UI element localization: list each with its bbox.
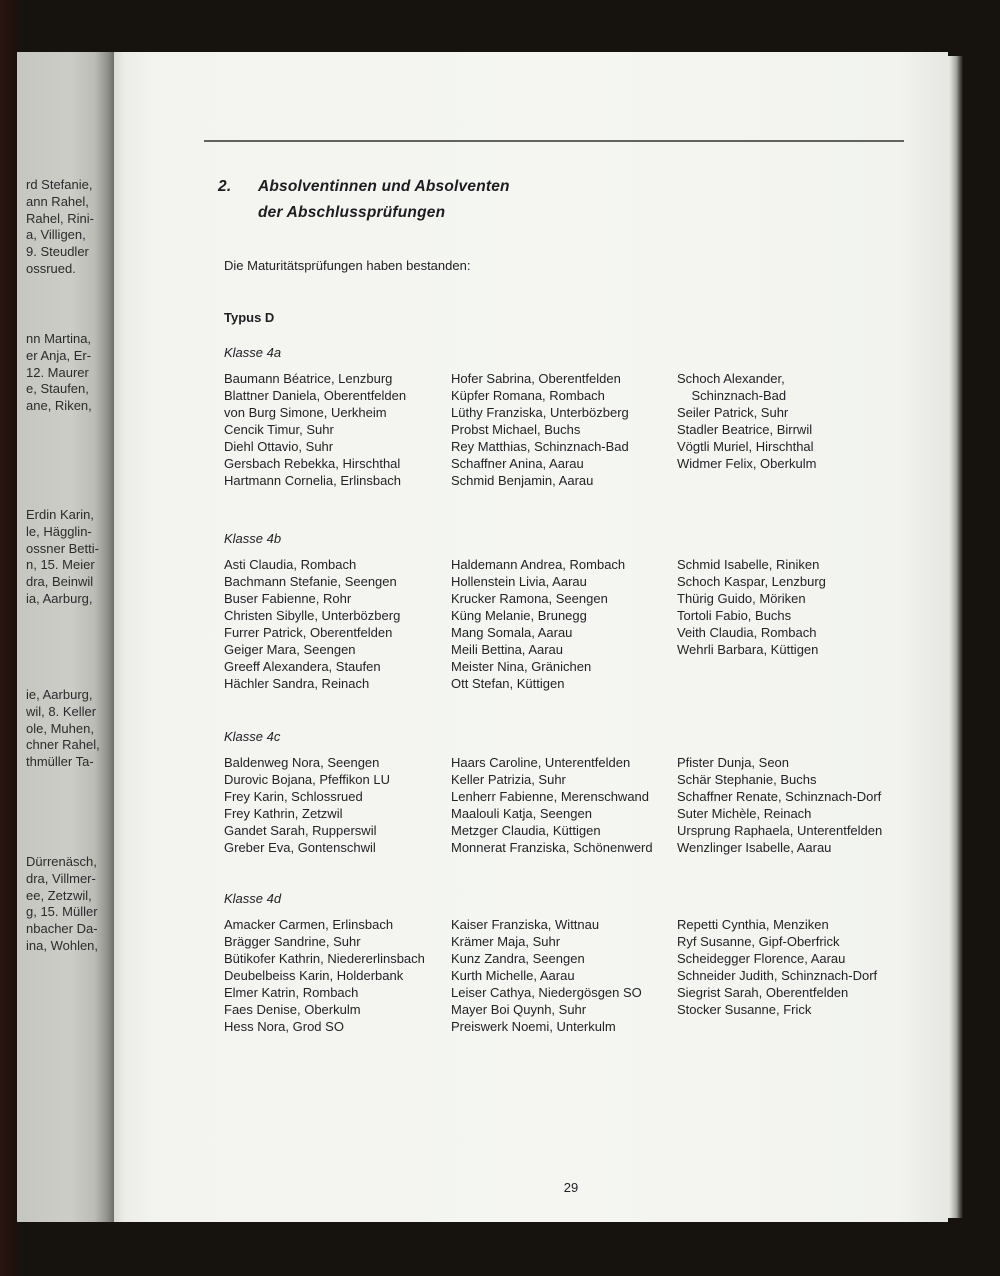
left-page-text-fragment: nbacher Da- xyxy=(26,921,98,937)
left-page-text-fragment: ossner Betti- xyxy=(26,540,99,556)
name-columns xyxy=(224,754,948,856)
left-page-fragment-group xyxy=(26,177,112,278)
class-section-klasse-4a xyxy=(224,344,948,489)
left-page-text-fragment: ole, Muhen, xyxy=(26,720,94,736)
graduate-entry: Haldemann Andrea, Rombach xyxy=(451,557,626,572)
graduate-entry: Ursprung Raphaela, Unterentfelden xyxy=(677,823,883,838)
left-page-text-fragment: ina, Wohlen, xyxy=(26,937,99,953)
left-page-text-fragment: ann Rahel, xyxy=(26,193,89,209)
graduate-entry: Rey Matthias, Schinznach-Bad xyxy=(451,439,629,454)
graduate-entry: Schaffner Anina, Aarau xyxy=(451,456,584,471)
graduate-entry: Gandet Sarah, Rupperswil xyxy=(224,823,377,838)
graduate-entry: Kunz Zandra, Seengen xyxy=(451,951,585,966)
left-page-text-fragment: ia, Aarburg, xyxy=(26,590,93,606)
graduate-entry: von Burg Simone, Uerkheim xyxy=(224,405,387,420)
graduate-entry: Buser Fabienne, Rohr xyxy=(224,591,352,606)
left-page-text-fragment: Dürrenäsch, xyxy=(26,854,97,869)
intro-text: Die Maturitätsprüfungen haben bestanden: xyxy=(224,258,471,273)
graduate-entry: Schär Stephanie, Buchs xyxy=(677,772,817,787)
left-page-text-fragment: dra, Beinwil xyxy=(26,574,94,590)
name-column xyxy=(451,556,677,692)
graduate-entry: Hofer Sabrina, Oberentfelden xyxy=(451,371,621,386)
graduate-entry: Ott Stefan, Küttigen xyxy=(451,676,565,691)
graduate-entry: Preiswerk Noemi, Unterkulm xyxy=(451,1019,616,1034)
graduate-entry: Schmid Benjamin, Aarau xyxy=(451,473,594,488)
graduate-entry: Greeff Alexandera, Staufen xyxy=(224,659,381,674)
graduate-entry: Schoch Alexander, xyxy=(677,371,785,386)
graduate-entry: Greber Eva, Gontenschwil xyxy=(224,840,376,855)
left-page-text-fragment: g, 15. Müller xyxy=(26,904,98,920)
section-title-line1: Absolventinnen und Absolventen xyxy=(258,178,510,195)
graduate-entry: Mang Somala, Aarau xyxy=(451,625,573,640)
graduate-entry: Cencik Timur, Suhr xyxy=(224,422,334,437)
name-column xyxy=(451,754,677,856)
class-label: Klasse 4d xyxy=(224,891,282,906)
graduate-entry: Vögtli Muriel, Hirschthal xyxy=(677,439,814,454)
graduate-entry: Monnerat Franziska, Schönenwerd xyxy=(451,840,653,855)
left-page-edge xyxy=(17,52,114,1222)
header-rule xyxy=(204,140,904,142)
section-title xyxy=(258,174,510,226)
name-column xyxy=(677,370,948,489)
graduate-entry: Hollenstein Livia, Aarau xyxy=(451,574,587,589)
page-number: 29 xyxy=(563,1180,579,1195)
class-label: Klasse 4a xyxy=(224,345,282,360)
graduate-entry: Gersbach Rebekka, Hirschthal xyxy=(224,456,401,471)
graduate-entry: Diehl Ottavio, Suhr xyxy=(224,439,334,454)
graduate-entry: Tortoli Fabio, Buchs xyxy=(677,608,792,623)
section-title-line2: der Abschlussprüfungen xyxy=(258,204,446,221)
left-page-text-fragment: Erdin Karin, xyxy=(26,507,94,522)
name-column xyxy=(224,370,451,489)
graduate-entry: Maalouli Katja, Seengen xyxy=(451,806,592,821)
name-column xyxy=(451,370,677,489)
graduate-entry: Hächler Sandra, Reinach xyxy=(224,676,370,691)
class-section-klasse-4c xyxy=(224,728,948,856)
graduate-entry: Geiger Mara, Seengen xyxy=(224,642,356,657)
left-page-text-fragment: ane, Riken, xyxy=(26,398,92,414)
graduate-entry: Hess Nora, Grod SO xyxy=(224,1019,344,1034)
graduate-entry: Meili Bettina, Aarau xyxy=(451,642,564,657)
left-page-text-fragment: rd Stefanie, xyxy=(26,177,93,192)
graduate-entry: Wenzlinger Isabelle, Aarau xyxy=(677,840,832,855)
left-page-text-fragment: 12. Maurer xyxy=(26,364,89,380)
graduate-entry: Lenherr Fabienne, Merenschwand xyxy=(451,789,650,804)
graduate-entry: Krämer Maja, Suhr xyxy=(451,934,561,949)
graduate-entry: Amacker Carmen, Erlinsbach xyxy=(224,917,394,932)
name-column xyxy=(224,556,451,692)
section-heading xyxy=(218,174,510,226)
graduate-entry: Veith Claudia, Rombach xyxy=(677,625,817,640)
name-columns xyxy=(224,556,948,692)
graduate-entry: Mayer Boi Quynh, Suhr xyxy=(451,1002,587,1017)
graduate-entry: Pfister Dunja, Seon xyxy=(677,755,790,770)
graduate-entry: Asti Claudia, Rombach xyxy=(224,557,357,572)
graduate-entry: Küpfer Romana, Rombach xyxy=(451,388,605,403)
graduate-entry: Hartmann Cornelia, Erlinsbach xyxy=(224,473,402,488)
graduate-entry: Brägger Sandrine, Suhr xyxy=(224,934,361,949)
name-column xyxy=(677,556,948,692)
name-column xyxy=(677,754,948,856)
left-page-text-fragment: 9. Steudler xyxy=(26,244,89,260)
graduate-entry: Krucker Ramona, Seengen xyxy=(451,591,608,606)
class-label: Klasse 4b xyxy=(224,531,282,546)
section-number: 2. xyxy=(218,178,232,195)
graduate-entry: Durovic Bojana, Pfeffikon LU xyxy=(224,772,390,787)
graduate-entry: Seiler Patrick, Suhr xyxy=(677,405,789,420)
class-section-klasse-4b xyxy=(224,530,948,692)
scan-left-edge xyxy=(0,0,17,1276)
graduate-entry: Lüthy Franziska, Unterbözberg xyxy=(451,405,629,420)
graduate-entry: Schneider Judith, Schinznach-Dorf xyxy=(677,968,878,983)
left-page-text-fragment: ie, Aarburg, xyxy=(26,687,93,702)
graduate-entry: Scheidegger Florence, Aarau xyxy=(677,951,846,966)
graduate-entry: Frey Kathrin, Zetzwil xyxy=(224,806,343,821)
graduate-entry: Siegrist Sarah, Oberentfelden xyxy=(677,985,849,1000)
left-page-text-fragment: e, Staufen, xyxy=(26,381,89,397)
left-page-fragment-group xyxy=(26,507,112,608)
left-page-text-fragment: a, Villigen, xyxy=(26,227,86,243)
graduate-entry: Frey Karin, Schlossrued xyxy=(224,789,363,804)
graduate-entry: Furrer Patrick, Oberentfelden xyxy=(224,625,393,640)
graduate-entry: Stadler Beatrice, Birrwil xyxy=(677,422,813,437)
graduate-entry: Stocker Susanne, Frick xyxy=(677,1002,812,1017)
graduate-entry: Haars Caroline, Unterentfelden xyxy=(451,755,631,770)
class-label: Klasse 4c xyxy=(224,729,281,744)
left-page-text-fragment: wil, 8. Keller xyxy=(26,703,97,719)
left-page-text-fragment: er Anja, Er- xyxy=(26,347,92,363)
graduate-entry: Probst Michael, Buchs xyxy=(451,422,581,437)
graduate-entry: Bütikofer Kathrin, Niedererlinsbach xyxy=(224,951,425,966)
graduate-entry: Widmer Felix, Oberkulm xyxy=(677,456,817,471)
graduate-entry: Baumann Béatrice, Lenzburg xyxy=(224,371,393,386)
graduate-entry: Elmer Katrin, Rombach xyxy=(224,985,359,1000)
graduate-entry: Leiser Cathya, Niedergösgen SO xyxy=(451,985,642,1000)
graduate-entry: Bachmann Stefanie, Seengen xyxy=(224,574,397,589)
left-page-text-fragment: n, 15. Meier xyxy=(26,557,95,573)
graduate-entry: Metzger Claudia, Küttigen xyxy=(451,823,601,838)
graduate-entry: Faes Denise, Oberkulm xyxy=(224,1002,361,1017)
graduate-entry: Keller Patrizia, Suhr xyxy=(451,772,566,787)
left-page-text-fragment: le, Hägglin- xyxy=(26,523,92,539)
left-page-text-fragment: nn Martina, xyxy=(26,331,92,346)
class-section-klasse-4d xyxy=(224,890,948,1035)
graduate-entry: Suter Michèle, Reinach xyxy=(677,806,812,821)
name-column xyxy=(224,916,451,1035)
left-page-text-fragment: dra, Villmer- xyxy=(26,870,96,886)
left-page-text-fragment: thmüller Ta- xyxy=(26,754,94,770)
graduate-entry: Deubelbeiss Karin, Holderbank xyxy=(224,968,404,983)
graduate-entry: Küng Melanie, Brunegg xyxy=(451,608,587,623)
graduate-entry: Christen Sibylle, Unterbözberg xyxy=(224,608,401,623)
graduate-entry: Blattner Daniela, Oberentfelden xyxy=(224,388,407,403)
graduate-entry: Schmid Isabelle, Riniken xyxy=(677,557,820,572)
graduate-entry: Repetti Cynthia, Menziken xyxy=(677,917,829,932)
graduate-entry: Ryf Susanne, Gipf-Oberfrick xyxy=(677,934,840,949)
left-page-text-fragment: ossrued. xyxy=(26,260,76,276)
left-page-text-fragment: chner Rahel, xyxy=(26,737,100,753)
name-columns xyxy=(224,916,948,1035)
name-columns xyxy=(224,370,948,489)
graduate-entry: Wehrli Barbara, Küttigen xyxy=(677,642,819,657)
graduate-entry: Kaiser Franziska, Wittnau xyxy=(451,917,600,932)
left-page-fragment-group xyxy=(26,331,112,415)
graduate-entry: Schoch Kaspar, Lenzburg xyxy=(677,574,826,589)
document-page xyxy=(114,52,948,1222)
left-page-fragment-group xyxy=(26,854,112,955)
left-page-text-fragment: ee, Zetzwil, xyxy=(26,887,92,903)
graduate-entry: Baldenweg Nora, Seengen xyxy=(224,755,380,770)
graduate-entry: Schinznach-Bad xyxy=(677,388,787,403)
name-column xyxy=(677,916,948,1035)
graduate-entry: Meister Nina, Gränichen xyxy=(451,659,592,674)
graduate-entry: Kurth Michelle, Aarau xyxy=(451,968,575,983)
graduate-entry: Schaffner Renate, Schinznach-Dorf xyxy=(677,789,882,804)
name-column xyxy=(224,754,451,856)
name-column xyxy=(451,916,677,1035)
page-stack-edge xyxy=(948,56,963,1218)
graduate-entry: Thürig Guido, Möriken xyxy=(677,591,806,606)
left-page-text-fragment: Rahel, Rini- xyxy=(26,210,94,226)
typus-label: Typus D xyxy=(224,310,275,325)
left-page-fragment-group xyxy=(26,687,112,771)
